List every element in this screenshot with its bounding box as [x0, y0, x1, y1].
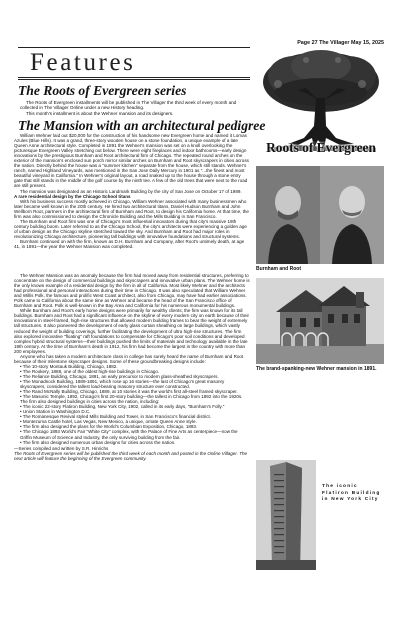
body-paragraph: William Wehner laid out $20,000 for the construction of his handsome new Evergreen home and named it Lomas Azules (Blue Hills). It was a grand, three-story wooden house on a stone foundation, a unique example of a late Queen Anne architectural style. Completed in 1891 the Wehner's mansion was set on a knoll overlooking the picturesque Evergreen Valley stretching out below. There were eight fireplaces and indoor bathrooms—early design innovations by the prestigious Burnham and Root architectural firm of Chicago. The repeated round arches on the exterior of the mansion's enclosed sun porch mirror similar arches on Burnham and Root skyscrapers in cities across the nation. Directly behind the house was a "summer kitchen" separate from the house, which still stands. Wehner's ranch, named Highland Vineyards, was mentioned in the San Jose Daily Mercury in 1901 as "...the finest and most beautiful vineyard in California." In Wehner's original layout, a road snaked up to the house through a stone entry gate that still stands in the middle of the golf course by the ninth tee. A few of the old trees that were next to the road are still present.	[14, 133, 249, 189]
list-item: • The firm also designed the plans for the World's Columbian Exposition, Chicago, 1893.	[20, 424, 250, 429]
page-folio: Page 27 The Villager May 15, 2025	[297, 40, 384, 46]
article-column-a	[14, 133, 250, 249]
list-item: • The Reliance Building, Chicago, 1891, an early precursor to modern glass-sheathed skyscrapers.	[20, 374, 250, 379]
series-heading: The Roots of Evergreen series	[18, 83, 187, 98]
list-item: • The Masonic Temple, 1892, Chicago's first 20-story building—the tallest in Chicago from 1892 into the 1920s.	[20, 394, 250, 399]
body-paragraph: Burnham continued on with the firm, known as D.H. Burnham and Company, after Root's untimely death, at age 41, in 1891—the year the Wehner Mansion was completed.	[14, 238, 245, 250]
article-heading: The Mansion with an architectural pedigree	[18, 118, 266, 133]
list-item: • The Rand McNally Building, Chicago, 1889, at 10 stories it was the world's first all-steel framed skyscraper.	[20, 389, 250, 394]
nation-list	[14, 404, 250, 444]
masthead-rule-bottom-thin	[18, 79, 250, 80]
list-item: • The 10-story Montauk Building, Chicago, 1882.	[20, 364, 250, 369]
wide-body	[14, 273, 250, 461]
series-paragraph: This month's installment is about the Wehner mansion and its designers.	[26, 110, 174, 116]
landmark-list	[14, 364, 250, 399]
body-paragraph: Anyone who has taken a modern architecture class in college has surely heard the name of Burnham and Root because of their milestone skyscraper designs. Some of these groundbreaking designs include:	[14, 353, 244, 364]
series-paragraph: The Roots of Evergreen installments will be published in The Villager the third week of every month and collected in The Villager Online under a new History heading.	[20, 100, 237, 111]
list-item: • The iconic 22-story Flatiron Building, New York City, 1902, called in its early days, "Burnham's Folly."	[20, 404, 250, 409]
masthead-rule-bottom	[18, 77, 250, 78]
list-item: • Montezuma Castle hotel, Las Vegas, New Mexico, a unique, ornate Queen Anne style.	[20, 419, 250, 424]
mansion-photo	[256, 278, 384, 364]
series-intro	[20, 100, 250, 116]
portrait-photo	[256, 166, 384, 264]
signoff: —Series compiled and written by S.R. Hinrichs	[14, 445, 109, 451]
body-paragraph: While Burnham and Root's early home designs were primarily for wealthy clients, the firm was known for its tall buildings. Burnham and Root had a significant influence on the skyline of every modern city on earth because of their innovations in steel-framed, high-rise structures that allowed modern building frames to bear the weight of extremely tall structures. It also pioneered the development of early glass curtain sheathing on large buildings, which vastly reduced the weight of building coverings, further facilitating the development of ultra high-rise structures. The firm also explored innovative "floating" raft foundations to compensate for Chicago's poor soil conditions and developed complex hybrid structural systems—their buildings pushed the limits of materials and technology available in the late 19th century. At the time of Burnham's death in 1912, his firm had become the largest in the country with more than 200 employees.	[14, 308, 250, 354]
section-masthead: Features	[30, 49, 136, 76]
mansion-illustration	[256, 278, 384, 364]
list-item: • The Monadnock Building, 1889-1891, which rose up 16 stories—the last of Chicago's great masonry skyscrapers, considered the tallest load-bearing masonry structure ever constructed.	[20, 379, 250, 389]
list-item: • The Rookery, 1888, one of the oldest high-rise buildings in Chicago.	[20, 369, 250, 374]
list-item: • Union Station in Washington D.C.	[20, 409, 250, 414]
body-paragraph: The mansion was designated as an Historic Landmark Building by the city of San Jose on October 17 of 1989.	[20, 188, 242, 194]
body-paragraph: With his business success mostly achieved in Chicago, William Wehner associated with many businessmen who later became well known in the 20th century. He hired two architectural titans, Daniel Hudson Burnham and John Wellborn Root, partners in the architectural firm of Burnham and Root, to design his California home. At that time, the firm was also commissioned to design the Chronicle Building and the Mills Building in San Francisco.	[14, 198, 249, 219]
flatiron-photo	[256, 460, 316, 570]
series-footer: The Roots of Evergreen series will be published the third week of each month and posted in the Online Villager. The next article will feature the beginning of the Evergreen community.	[14, 450, 248, 461]
flatiron-illustration	[256, 460, 316, 570]
portrait-illustration	[256, 166, 384, 264]
list-intro: The firm also designed buildings in cities across the nation, including:	[20, 399, 160, 405]
article-subhead: A rare residential design by the Chicago School titans	[14, 193, 131, 199]
photo-caption: The brand-spanking-new Wehner mansion in 1891.	[256, 366, 377, 372]
masthead-rule-top	[18, 47, 250, 48]
list-item: • The Chicago 1893 World's Fair "White City" complex, with the Palace of Fine Arts as centerpiece—now the Griffin Museum of Science and Industry, the only surviving building from the fair.	[20, 429, 250, 439]
tree-title: Roots of Evergreen	[266, 140, 376, 155]
body-paragraph: The Burnham and Root firm was one of Chicago's most influential innovators during that city's massive 19th century building boom. Later referred to as the Chicago School, the city's architects were experiencing a golden age of urban design as the Chicago skyline stretched toward the sky. And Burnham and Root had major roles in revolutionizing Chicago architecture, pioneering tall buildings with innovative foundations and structural systems.	[14, 218, 247, 239]
list-item: • The firm also designed numerous urban designs for cities across the nation.	[20, 440, 250, 445]
photo-caption: Burnham and Root	[256, 266, 301, 272]
photo-caption: The iconic Flatiron Building in New York City	[322, 484, 381, 503]
list-item: • The Romanesque Revival styled Mills Building and Tower, in San Francisco's financial district.	[20, 414, 250, 419]
body-paragraph: The Wehner Mansion was an anomaly because the firm had moved away from residential structures, preferring to concentrate on the design of commercial buildings and skyscrapers and innovative urban plans. The Wehner home is the only known example of a residential design by the firm in all of California. Most likely Wehner and the architects had professional and personal interactions during their time in Chicago. It was also speculated that William Wehner and Willis Polk, the famous and prolific West Coast architect, also from Chicago, may have had earlier associations. Polk came to California about the same time as Wehner and became the head of the San Francisco office of Burnham and Root. Polk is well-known in the Bay Area and California for his numerous monumental buildings.	[14, 273, 250, 309]
